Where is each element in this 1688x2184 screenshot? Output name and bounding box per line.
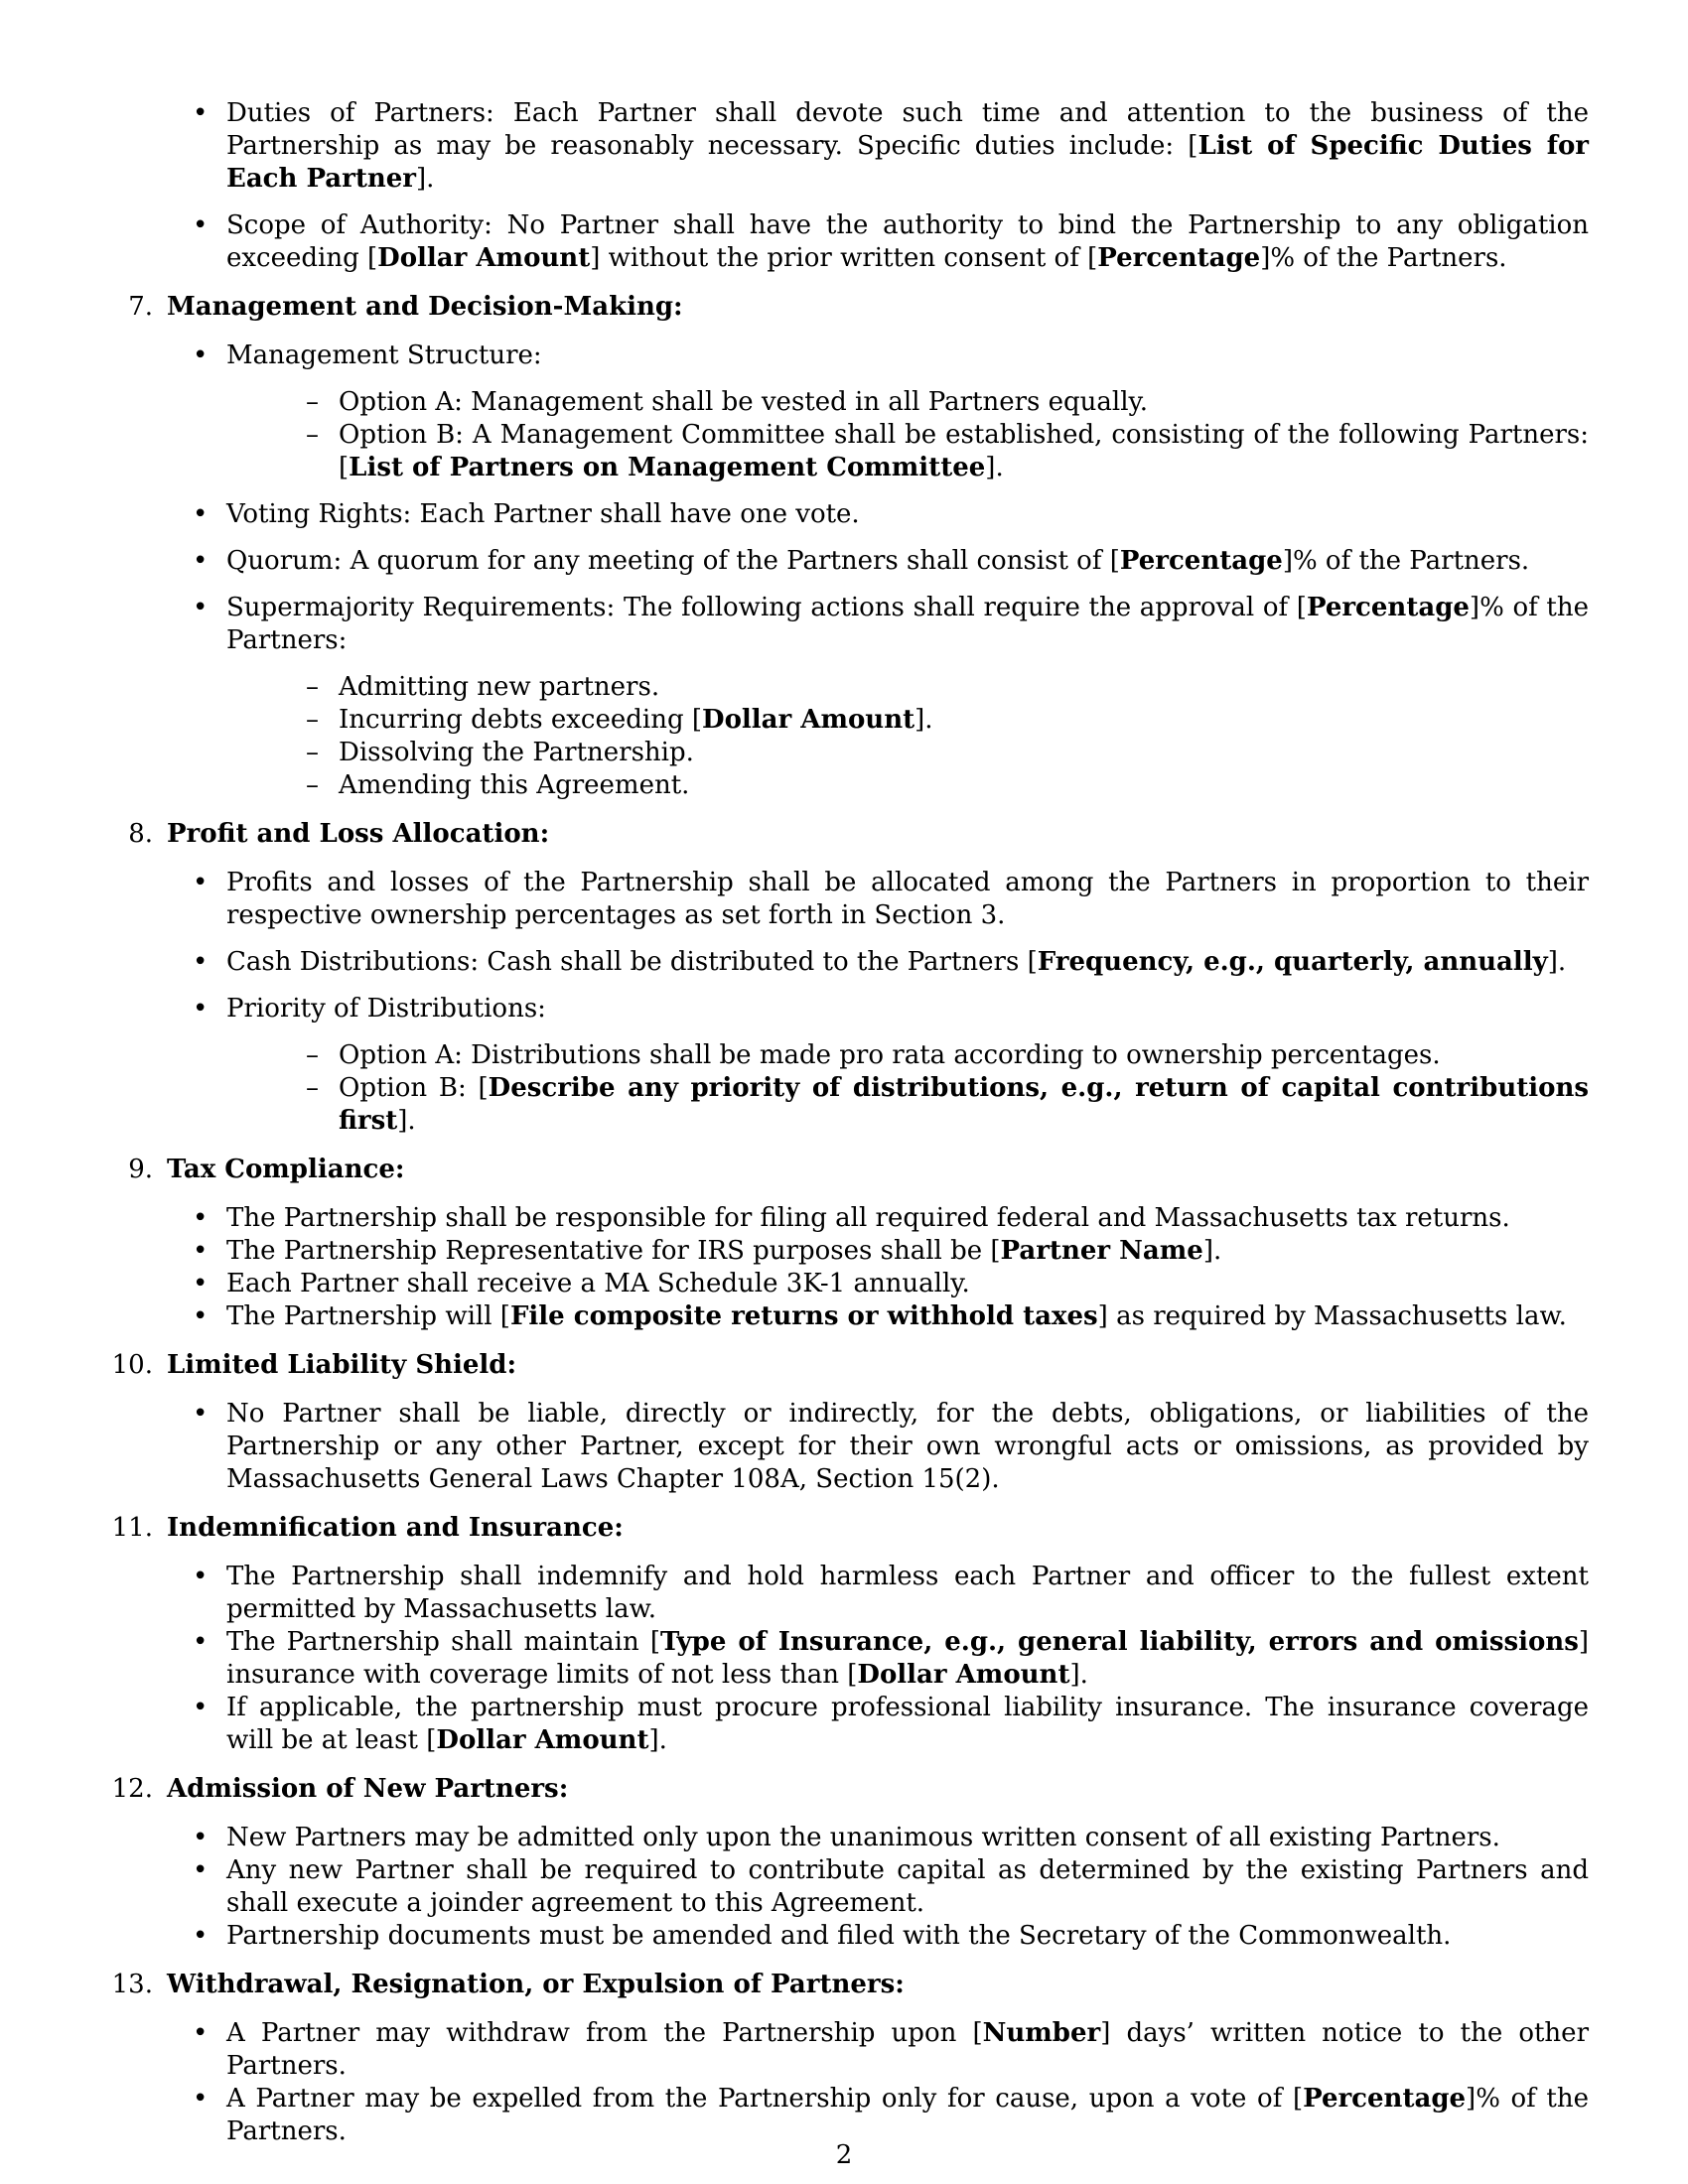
bullet-text (226, 946, 1589, 979)
bullet-item (167, 340, 1589, 484)
item-text: Each Partner shall receive a MA Schedule 3K-1 annually. (226, 1269, 970, 1298)
item-text: Option B: [ (339, 1073, 489, 1103)
bullet-item (167, 1692, 1589, 1757)
section (111, 1349, 1589, 1496)
item-text: Priority of Distributions: (226, 994, 546, 1024)
placeholder-field: Describe any priority of distributions, e.g., return of capital contributions first (339, 1073, 1589, 1136)
item-text: Any new Partner shall be required to contribute capital as determined by the existing Partners and shall execute a joinder agreement to this Agreement. (226, 1855, 1589, 1918)
section-heading (111, 1773, 1589, 1806)
section (128, 1154, 1589, 1333)
section-heading (128, 818, 1589, 851)
bullet-list (167, 867, 1589, 1138)
item-text: ]% of the Partners. (1260, 243, 1507, 273)
bullet-text (226, 1202, 1589, 1235)
bullet-item (167, 1268, 1589, 1300)
placeholder-field: Partner Name (1000, 1236, 1203, 1266)
sub-bullet-item (226, 769, 1589, 802)
section-title: Indemnification and Insurance: (167, 1513, 624, 1543)
bullet-text (226, 2017, 1589, 2083)
sub-bullet-item (226, 704, 1589, 737)
section-number: 11. (111, 1513, 153, 1543)
item-text: Option A: Management shall be vested in all Partners equally. (339, 387, 1149, 417)
item-text: Admitting new partners. (339, 672, 660, 702)
section (111, 1773, 1589, 1953)
bullet-list (167, 340, 1589, 802)
sub-bullet-list (226, 386, 1589, 484)
section (128, 291, 1590, 802)
section-heading (128, 291, 1589, 324)
item-text: Duties of Partners: Each Partner shall devote such time and attention to the business of the Partnership as may be reasonably necessary. Specific duties include: [ (226, 98, 1589, 161)
placeholder-field: Dollar Amount (436, 1725, 649, 1755)
document-body (111, 97, 1590, 2148)
item-text: ] days’ written notice to the other Partners. (226, 2018, 1589, 2081)
item-text: If applicable, the partnership must procure professional liability insurance. The insurance coverage will be at least [ (226, 1693, 1589, 1755)
bullet-item (167, 209, 1589, 275)
bullet-text (226, 209, 1589, 275)
sub-bullet-item (226, 1072, 1589, 1138)
bullet-item (167, 1854, 1589, 1920)
item-text: The Partnership shall indemnify and hold harmless each Partner and officer to the fullest extent permitted by Massachusetts law. (226, 1562, 1589, 1624)
intro-bullet-list (167, 97, 1589, 275)
bullet-item (167, 1626, 1589, 1692)
item-text: ]% of the Partners: (226, 593, 1590, 655)
item-text: A Partner may be expelled from the Partnership only for cause, upon a vote of [ (226, 2084, 1304, 2114)
section (128, 818, 1589, 1138)
bullet-item (167, 867, 1589, 932)
item-text: Profits and losses of the Partnership shall be allocated among the Partners in proportion to their respective ownership percentages as set forth in Section 3. (226, 868, 1589, 930)
item-text: Quorum: A quorum for any meeting of the Partners shall consist of [ (226, 546, 1120, 576)
sub-bullet-item (226, 386, 1589, 419)
section-title: Tax Compliance: (167, 1155, 405, 1184)
sub-bullet-list (226, 1039, 1589, 1138)
bullet-text (226, 498, 1589, 531)
bullet-text (226, 1822, 1589, 1854)
bullet-item (167, 545, 1589, 578)
item-text: Scope of Authority: No Partner shall have the authority to bind the Partnership to any obligation exceeding [ (226, 210, 1589, 273)
item-text: ] insurance with coverage limits of not less than [ (226, 1627, 1590, 1690)
item-text: ]. (914, 705, 933, 735)
section-number: 10. (111, 1350, 153, 1380)
section-number: 8. (128, 819, 153, 849)
placeholder-field: Percentage (1097, 243, 1261, 273)
section-heading (128, 1154, 1589, 1186)
placeholder-field: List of Partners on Management Committee (349, 453, 986, 482)
sub-bullet-list (226, 671, 1589, 802)
item-text: Management Structure: (226, 341, 542, 370)
bullet-list (167, 2017, 1589, 2148)
section-title: Profit and Loss Allocation: (167, 819, 550, 849)
item-text: Incurring debts exceeding [ (339, 705, 703, 735)
section-title: Withdrawal, Resignation, or Expulsion of Partners: (167, 1970, 905, 1999)
bullet-text (226, 867, 1589, 932)
bullet-item (167, 1398, 1589, 1496)
item-text: Voting Rights: Each Partner shall have one vote. (226, 499, 860, 529)
placeholder-field: Frequency, e.g., quarterly, annually (1037, 947, 1548, 977)
item-text: ]. (397, 1106, 416, 1136)
page-number: 2 (835, 2140, 853, 2170)
bullet-item (167, 592, 1589, 802)
item-text: Dissolving the Partnership. (339, 738, 694, 767)
section-title: Admission of New Partners: (167, 1774, 569, 1804)
bullet-item (167, 1822, 1589, 1854)
item-text: ]. (1069, 1660, 1088, 1690)
item-text: Partnership documents must be amended and filed with the Secretary of the Commonwealth. (226, 1921, 1452, 1951)
bullet-item (167, 1235, 1589, 1268)
item-text: ]. (1202, 1236, 1222, 1266)
section-number: 7. (128, 292, 153, 322)
section-number: 9. (128, 1155, 153, 1184)
bullet-text (226, 340, 1589, 372)
section-title: Limited Liability Shield: (167, 1350, 517, 1380)
section (111, 1512, 1590, 1757)
bullet-item (167, 1300, 1589, 1333)
bullet-list (167, 1561, 1589, 1757)
item-text: A Partner may withdraw from the Partnership upon [ (226, 2018, 983, 2048)
placeholder-field: Type of Insurance, e.g., general liability, errors and omissions (660, 1627, 1579, 1657)
bullet-item (167, 498, 1589, 531)
item-text: ] without the prior written consent of [ (590, 243, 1098, 273)
item-text: ]. (985, 453, 1004, 482)
bullet-text (226, 1854, 1589, 1920)
sub-bullet-item (226, 671, 1589, 704)
placeholder-field: Dollar Amount (857, 1660, 1070, 1690)
item-text: Cash Distributions: Cash shall be distributed to the Partners [ (226, 947, 1038, 977)
section-title: Management and Decision-Making: (167, 292, 683, 322)
item-text: ] as required by Massachusetts law. (1097, 1301, 1567, 1331)
section-number: 12. (111, 1774, 153, 1804)
item-text: Amending this Agreement. (339, 770, 690, 800)
item-text: ]. (648, 1725, 667, 1755)
bullet-text (226, 2083, 1589, 2148)
item-text: Option A: Distributions shall be made pro rata according to ownership percentages. (339, 1040, 1441, 1070)
sections-container (111, 291, 1590, 2148)
bullet-item (167, 2083, 1589, 2148)
bullet-text (226, 1398, 1589, 1496)
bullet-text (226, 592, 1589, 657)
bullet-text (226, 1300, 1589, 1333)
bullet-item (167, 946, 1589, 979)
placeholder-field: Number (982, 2018, 1101, 2048)
bullet-item (167, 2017, 1589, 2083)
bullet-item (167, 1202, 1589, 1235)
bullet-list (167, 1398, 1589, 1496)
placeholder-field: List of Specific Duties for Each Partner (226, 131, 1589, 194)
item-text: ]. (416, 164, 435, 194)
placeholder-field: Percentage (1303, 2084, 1467, 2114)
section-heading (111, 1969, 1589, 2001)
item-text: The Partnership shall be responsible for filing all required federal and Massachusetts tax returns. (226, 1203, 1510, 1233)
bullet-text (226, 1268, 1589, 1300)
item-text: ]. (1547, 947, 1567, 977)
placeholder-field: Dollar Amount (702, 705, 915, 735)
placeholder-field: Dollar Amount (377, 243, 591, 273)
sub-bullet-item (226, 1039, 1589, 1072)
bullet-list (167, 1202, 1589, 1333)
placeholder-field: File composite returns or withhold taxes (509, 1301, 1098, 1331)
bullet-text (226, 993, 1589, 1025)
bullet-item (167, 1920, 1589, 1953)
section-heading (111, 1349, 1589, 1382)
item-text: ]% of the Partners. (226, 2084, 1590, 2146)
bullet-text (226, 1920, 1589, 1953)
sub-bullet-item (226, 737, 1589, 769)
bullet-item (167, 97, 1589, 196)
bullet-text (226, 1235, 1589, 1268)
section-number: 13. (111, 1970, 153, 1999)
item-text: The Partnership Representative for IRS purposes shall be [ (226, 1236, 1001, 1266)
bullet-text (226, 97, 1589, 196)
bullet-item (167, 1561, 1589, 1626)
bullet-list (167, 1822, 1589, 1953)
bullet-text (226, 1626, 1589, 1692)
item-text: No Partner shall be liable, directly or indirectly, for the debts, obligations, or liabilities of the Partnership or any other Partner, except for their own wrongful acts or omissions, as provided by Massachusetts General Laws Chapter 108A, Section 15(2). (226, 1399, 1589, 1494)
section (111, 1969, 1590, 2148)
item-text: The Partnership shall maintain [ (226, 1627, 661, 1657)
placeholder-field: Percentage (1119, 546, 1283, 576)
item-text: The Partnership will [ (226, 1301, 510, 1331)
placeholder-field: Percentage (1306, 593, 1470, 622)
sub-bullet-item (226, 419, 1589, 484)
bullet-text (226, 545, 1589, 578)
bullet-text (226, 1561, 1589, 1626)
item-text: Option B: A Management Committee shall be established, consisting of the following Partners: [ (339, 420, 1589, 482)
bullet-item (167, 993, 1589, 1138)
item-text: Supermajority Requirements: The following actions shall require the approval of [ (226, 593, 1307, 622)
section-heading (111, 1512, 1589, 1545)
item-text: New Partners may be admitted only upon the unanimous written consent of all existing Partners. (226, 1823, 1500, 1852)
bullet-text (226, 1692, 1589, 1757)
item-text: ]% of the Partners. (1282, 546, 1530, 576)
